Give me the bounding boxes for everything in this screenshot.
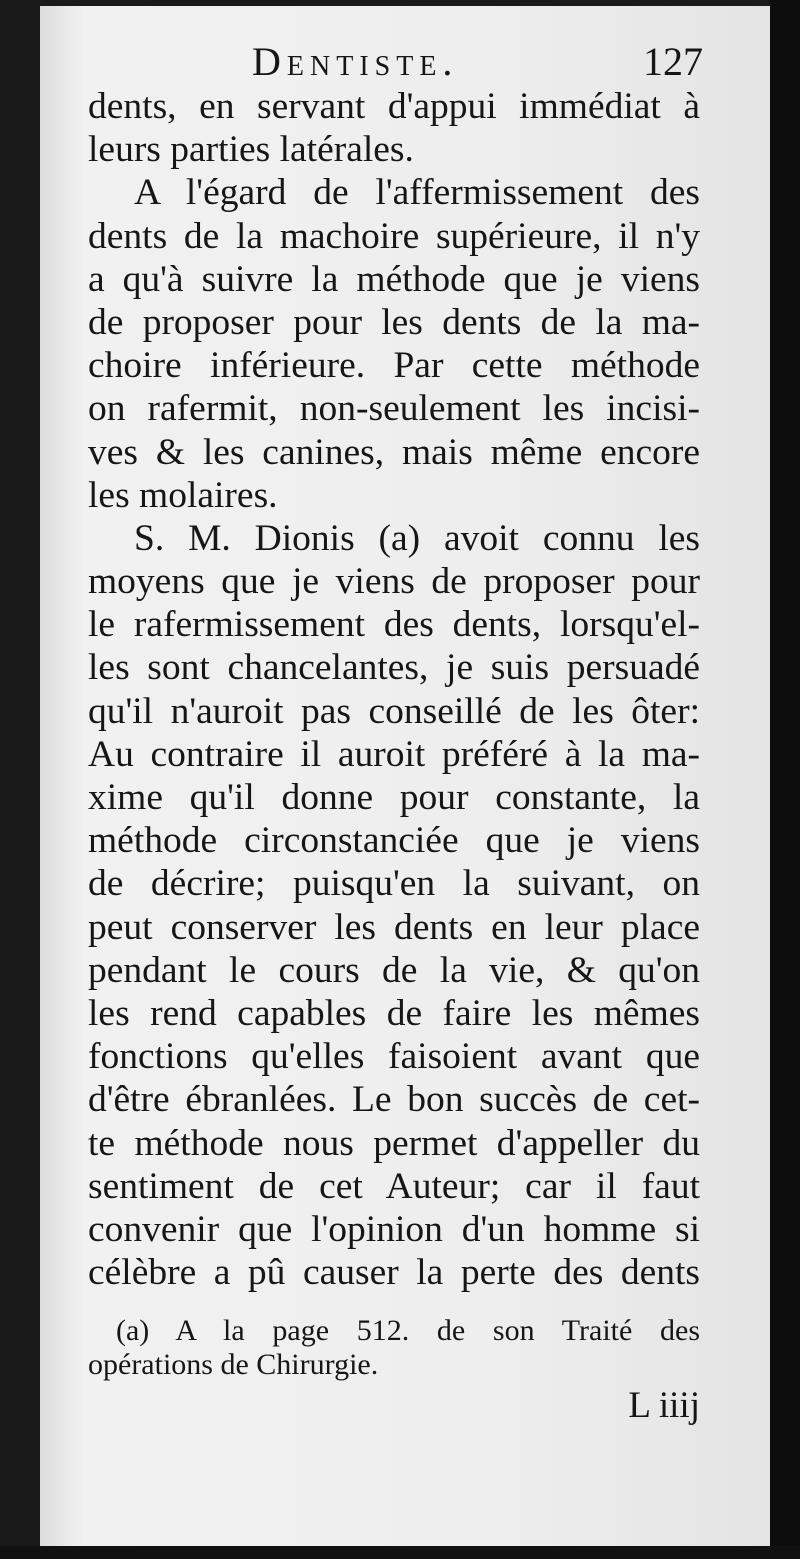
body-text: [88, 85, 700, 1294]
text-line: les molaires.: [88, 474, 278, 516]
text-line: de décrire; puisqu'en la suivant, on: [88, 863, 700, 905]
text-line: de proposer pour les dents de la ma-: [88, 301, 700, 343]
text-line: dents, en servant d'appui immédiat à: [88, 86, 700, 127]
text-line: Au contraire il auroit préféré à la ma-: [88, 733, 700, 775]
text-line: peut conserver les dents en leur place: [88, 906, 700, 948]
footnote: [88, 1314, 700, 1382]
text-line: pendant le cours de la vie, & qu'on: [88, 949, 700, 991]
page-header: [88, 38, 703, 88]
page-right-shadow: [770, 0, 800, 1559]
text-line: fonctions qu'elles faisoient avant que: [88, 1036, 700, 1078]
text-line: célèbre a pû causer la perte des dents: [88, 1252, 700, 1294]
text-line: convenir que l'opinion d'un homme si: [88, 1208, 700, 1250]
text-line: qu'il n'auroit pas conseillé de les ôter:: [88, 690, 700, 732]
text-line: le rafermissement des dents, lorsqu'el-: [88, 604, 700, 646]
running-title: Dentiste.: [252, 39, 459, 84]
text-line: A l'égard de l'affermissement des: [134, 172, 700, 214]
footnote-line: (a) A la page 512. de son Traité des: [116, 1314, 700, 1347]
text-line: choire inférieure. Par cette méthode: [88, 345, 700, 387]
text-line: xime qu'il donne pour constante, la: [88, 777, 700, 818]
text-line: moyens que je viens de proposer pour: [88, 561, 700, 603]
signature-mark: L iiij: [628, 1385, 700, 1426]
text-line: on rafermit, non-seulement les incisi-: [88, 388, 700, 430]
page-number: 127: [643, 39, 703, 84]
text-line: dents de la machoire supérieure, il n'y: [88, 215, 700, 257]
text-line: a qu'à suivre la méthode que je viens: [88, 258, 700, 300]
text-line: méthode circonstanciée que je viens: [88, 820, 700, 862]
footnote-line: opérations de Chirurgie.: [88, 1348, 379, 1381]
text-line: sentiment de cet Auteur; car il faut: [88, 1165, 700, 1207]
page-bottom-shadow: [0, 1546, 800, 1559]
text-line: d'être ébranlées. Le bon succès de cet-: [88, 1079, 700, 1121]
text-line: S. M. Dionis (a) avoit connu les: [134, 517, 700, 559]
text-line: les sont chancelantes, je suis persuadé: [88, 647, 700, 689]
text-line: ves & les canines, mais même encore: [88, 431, 700, 473]
text-line: leurs parties latérales.: [88, 129, 414, 171]
text-line: te méthode nous permet d'appeller du: [88, 1122, 700, 1164]
text-line: les rend capables de faire les mêmes: [88, 992, 700, 1034]
